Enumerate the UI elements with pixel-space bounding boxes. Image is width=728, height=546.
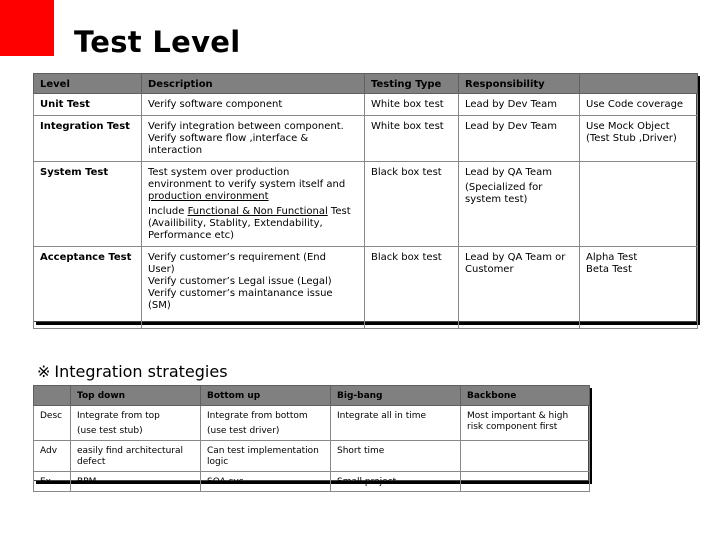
- strategy-cell: [71, 406, 201, 441]
- cell-line: defect: [77, 457, 106, 467]
- row-label: Adv: [34, 441, 71, 472]
- testing-type-cell: White box test: [365, 94, 459, 116]
- test-level-table: [33, 73, 698, 329]
- description-line: [148, 191, 358, 203]
- cell-line: Can test implementation: [207, 446, 319, 456]
- responsibility-cell: [459, 162, 580, 247]
- description-line: (SM): [148, 300, 171, 311]
- level-cell: Integration Test: [34, 116, 142, 162]
- table-row: [34, 94, 698, 116]
- responsibility-cell: [459, 247, 580, 329]
- table-row: [34, 472, 590, 492]
- strategy-cell: [331, 441, 461, 472]
- strategy-cell: SOA svc: [201, 472, 331, 492]
- notes-line: Use Mock Object: [586, 121, 670, 132]
- red-corner-block: [0, 0, 54, 56]
- testing-type-cell: White box test: [365, 116, 459, 162]
- notes-cell: [580, 116, 698, 162]
- responsibility-line: system test): [465, 194, 528, 205]
- cell-line: Integrate all in time: [337, 411, 427, 421]
- cell-line: Integrate from bottom: [207, 411, 308, 421]
- cell-line: Short time: [337, 446, 385, 456]
- header-responsibility: Responsibility: [459, 74, 580, 94]
- row-label: Desc: [34, 406, 71, 441]
- header-top-down: Top down: [71, 386, 201, 406]
- cell-line: (use test driver): [207, 426, 280, 436]
- notes-cell: [580, 162, 698, 247]
- table-row: [34, 162, 698, 247]
- cell-line: (use test stub): [77, 426, 143, 436]
- notes-line: (Test Stub ,Driver): [586, 133, 677, 144]
- reference-mark-icon: ※: [37, 362, 51, 381]
- strategy-cell: [461, 441, 590, 472]
- notes-line: Beta Test: [586, 264, 632, 275]
- description-line: Performance etc): [148, 230, 235, 241]
- level-cell: Acceptance Test: [34, 247, 142, 329]
- underlined-text: production environment: [148, 191, 269, 202]
- responsibility-line: Lead by Dev Team: [465, 99, 558, 110]
- testing-type-cell: Black box test: [365, 247, 459, 329]
- responsibility-line: Lead by Dev Team: [465, 121, 558, 132]
- description-line: Verify software flow ,interface &: [148, 133, 309, 144]
- description-line: User): [148, 264, 175, 275]
- header-notes: [580, 74, 698, 94]
- level-cell: System Test: [34, 162, 142, 247]
- description-line: Verify customer’s maintanance issue: [148, 288, 333, 299]
- header-level: Level: [34, 74, 142, 94]
- notes-cell: [580, 94, 698, 116]
- strategy-cell: [461, 472, 590, 492]
- header-testing-type: Testing Type: [365, 74, 459, 94]
- integration-strategies-table: [33, 385, 590, 492]
- strategy-cell: [331, 406, 461, 441]
- strategy-cell: [201, 441, 331, 472]
- header-backbone: Backbone: [461, 386, 590, 406]
- cell-line: easily find architectural: [77, 446, 184, 456]
- cell-line: Most important & high: [467, 411, 569, 421]
- page-title: Test Level: [74, 25, 241, 59]
- integration-heading-text: Integration strategies: [54, 362, 228, 381]
- description-line: Verify software component: [148, 99, 283, 110]
- integration-heading: [37, 362, 228, 381]
- header-blank: [34, 386, 71, 406]
- header-big-bang: Big-bang: [331, 386, 461, 406]
- strategy-cell: Small project: [331, 472, 461, 492]
- strategy-cell: [461, 406, 590, 441]
- description-line: environment to verify system itself and: [148, 179, 346, 190]
- description-cell: [142, 94, 365, 116]
- cell-line: Integrate from top: [77, 411, 160, 421]
- table-row: [34, 406, 590, 441]
- notes-line: Use Code coverage: [586, 99, 684, 110]
- description-text: Test: [327, 206, 351, 217]
- underlined-text: Functional & Non Functional: [187, 206, 328, 217]
- notes-cell: [580, 247, 698, 329]
- testing-type-cell: Black box test: [365, 162, 459, 247]
- table-row: [34, 247, 698, 329]
- cell-line: risk component first: [467, 422, 558, 432]
- description-line: Verify customer’s requirement (End: [148, 252, 326, 263]
- cell-line: logic: [207, 457, 229, 467]
- table-header-row: [34, 386, 590, 406]
- description-cell: [142, 116, 365, 162]
- table-header-row: [34, 74, 698, 94]
- row-label: Ex.: [34, 472, 71, 492]
- strategy-cell: BPM: [71, 472, 201, 492]
- description-line: Verify integration between component.: [148, 121, 344, 132]
- strategy-cell: [71, 441, 201, 472]
- table-row: [34, 441, 590, 472]
- description-line: Test system over production: [148, 167, 290, 178]
- table-row: [34, 116, 698, 162]
- responsibility-cell: [459, 116, 580, 162]
- description-cell: [142, 162, 365, 247]
- header-description: Description: [142, 74, 365, 94]
- description-line: [148, 206, 358, 218]
- description-line: (Availibility, Stablity, Extendability,: [148, 218, 323, 229]
- responsibility-line: Lead by QA Team or: [465, 252, 566, 263]
- level-cell: Unit Test: [34, 94, 142, 116]
- description-line: interaction: [148, 145, 203, 156]
- responsibility-line: Lead by QA Team: [465, 167, 552, 178]
- responsibility-cell: [459, 94, 580, 116]
- responsibility-line: (Specialized for: [465, 182, 543, 193]
- notes-line: Alpha Test: [586, 252, 638, 263]
- description-cell: [142, 247, 365, 329]
- header-bottom-up: Bottom up: [201, 386, 331, 406]
- responsibility-line: Customer: [465, 264, 514, 275]
- description-text: Include: [148, 206, 188, 217]
- strategy-cell: [201, 406, 331, 441]
- description-line: Verify customer’s Legal issue (Legal): [148, 276, 332, 287]
